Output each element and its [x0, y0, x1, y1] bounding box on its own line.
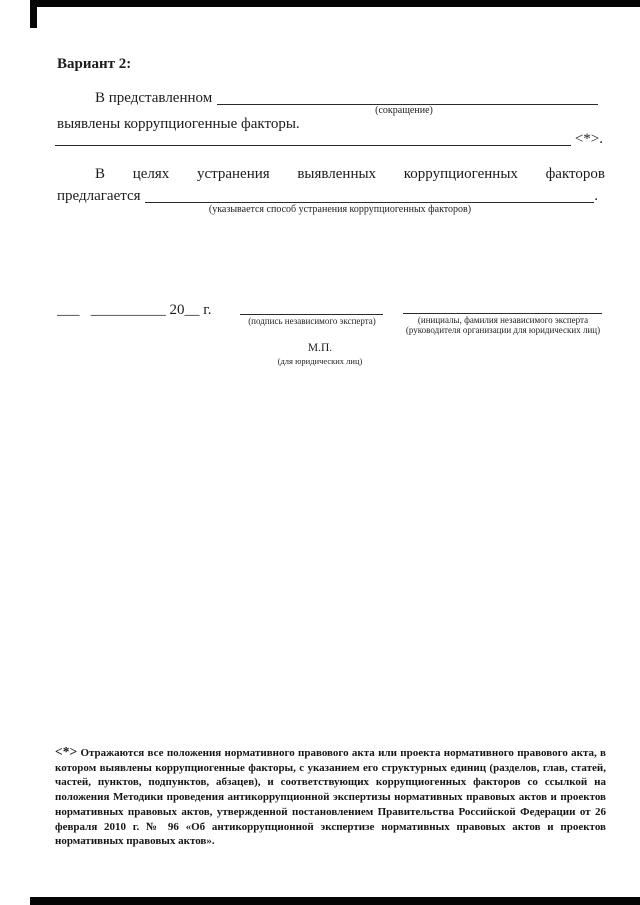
footnote-text: Отражаются все положения нормативного правового акта или проекта нормативного правового акта, в котором выявлены коррупциогенные факторы, с указанием его структурных единиц (разделов, глав, статей, частей, пунктов, подпунктов, абзацев), и соответствующих коррупциогенных факторов со ссылкой на положения Методики проведения антикоррупционной экспертизы нормативных правовых актов и проектов нормативных правовых актов, утвержденной постановлением Правительства Российской Федерации от 26 февраля 2010 г. № 96 «Об антикоррупционной экспертизе нормативных правовых актов и проектов нормативных правовых актов».	[55, 747, 606, 848]
footnote-ref-line	[55, 130, 603, 149]
stamp-mark: М.П.	[307, 342, 333, 354]
date-blank: ___ __________ 20__ г.	[57, 302, 212, 318]
stamp-block	[250, 342, 390, 366]
signature-caption: (подпись независимого эксперта)	[248, 316, 376, 326]
para1-line2: выявлены коррупциогенные факторы.	[57, 116, 300, 132]
name-caption-block	[396, 315, 610, 335]
name-caption-line2: (руководителя организации для юридических лиц)	[405, 325, 601, 335]
scan-edge-top	[30, 0, 640, 7]
para2-line1: В целях устранения выявленных коррупциогенных факторов	[95, 166, 605, 182]
abbreviation-caption: (сокращение)	[375, 105, 433, 116]
scan-edge-bottom	[30, 897, 640, 905]
para2-lead-text: предлагается	[57, 188, 141, 204]
signature-blank-line	[240, 300, 383, 315]
variant-heading: Вариант 2:	[57, 56, 132, 72]
name-caption-line1: (инициалы, фамилия независимого эксперта	[417, 315, 589, 325]
footnote-ref-blank-line	[55, 145, 571, 146]
method-caption: (указывается способ устранения коррупциогенных факторов)	[208, 204, 472, 215]
footnote-ref-mark: <*>.	[574, 131, 603, 147]
name-blank-line	[403, 299, 602, 314]
scan-edge-left	[30, 0, 37, 28]
para1-lead-text: В представленном	[95, 90, 213, 106]
para2-end-punct: .	[594, 188, 598, 204]
para2-blank-line	[145, 202, 595, 203]
footnote-paragraph	[55, 745, 606, 849]
footnote-marker: <*>	[55, 744, 78, 759]
stamp-caption: (для юридических лиц)	[277, 356, 363, 366]
